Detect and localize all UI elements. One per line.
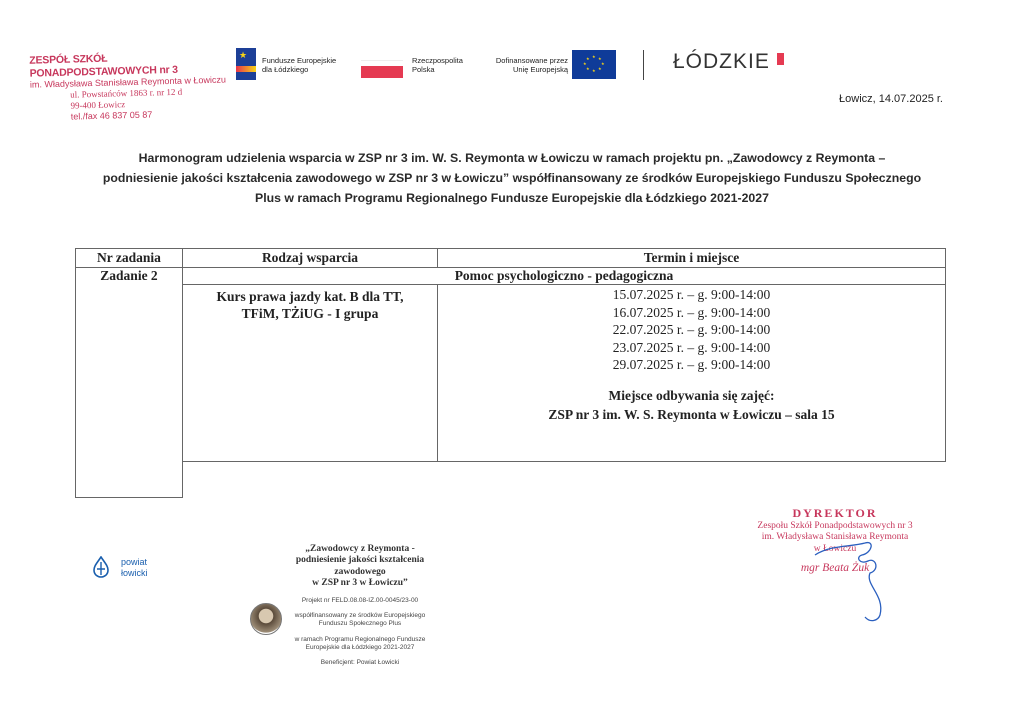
stamp-line: ul. Powstańców 1863 r. nr 12 d: [70, 86, 183, 100]
lodzkie-logo: ŁÓDZKIE: [673, 50, 770, 74]
category-cell: Pomoc psychologiczno - pedagogiczna: [454, 268, 674, 283]
document-date: Łowicz, 14.07.2025 r.: [839, 93, 943, 105]
page-title: Harmonogram udzielenia wsparcia w ZSP nr 3 im. W. S. Reymonta w Łowiczu w ramach projektu pn. „Zawodowcy z Reymonta – podniesienie jakości kształcenia zawodowego w ZSP nr 3 w Łowiczu” współfinansowany ze środków Europejskiego Funduszu Społecznego Plus w ramach Programu Regionalnego Fundusze Europejskie dla Łódzkiego 2021-2027: [102, 151, 922, 205]
header-date-place: Termin i miejsce: [643, 250, 740, 265]
header-support-type: Rodzaj wsparcia: [261, 250, 359, 265]
eu-flag-icon: ★ ★ ★ ★ ★ ★ ★ ★: [572, 50, 616, 79]
stamp-line: 99-400 Łowicz: [70, 98, 126, 111]
eu-logo-text: Dofinansowane przez Unię Europejską: [495, 56, 568, 74]
director-stamp: DYREKTOR Zespołu Szkół Ponadpodstawowych nr 3 im. Władysława Stanisława Reymonta w Łowiczu mgr Beata Żuk: [757, 506, 913, 575]
fe-logo-text: Fundusze Europejskie dla Łódzkiego: [262, 56, 337, 74]
powiat-icon: [92, 556, 110, 578]
date-item: 15.07.2025 r. – g. 9:00-14:00: [612, 287, 771, 302]
rp-logo-text: Rzeczpospolita Polska: [412, 56, 463, 74]
support-cell: Kurs prawa jazdy kat. B dla TT, TFiM, TŻiUG - I grupa: [216, 289, 404, 321]
header-task-number: Nr zadania: [97, 250, 161, 265]
task-cell: Zadanie 2: [100, 268, 158, 283]
reymont-portrait-icon: [250, 603, 282, 635]
star-icon: ★: [239, 50, 248, 60]
place-cell: Miejsce odbywania się zajęć: ZSP nr 3 im. W. S. Reymonta w Łowiczu – sala 15: [548, 388, 835, 422]
date-item: 22.07.2025 r. – g. 9:00-14:00: [612, 322, 771, 337]
stamp-line: ZESPÓŁ SZKÓŁ PONADPODSTAWOWYCH nr 3: [29, 52, 178, 80]
project-info: „Zawodowcy z Reymonta - podniesienie jakości kształcenia zawodowego w ZSP nr 3 w Łowiczu” Projekt nr FELD.08.08-IZ.00-0045/23-00 współfinansowany ze środków Europejskiego Funduszu Społecznego Plus w ramach Programu Regionalnego Fundusze Europejskie dla Łódzkiego 2021-2027 Beneficjent: Powiat Łowicki: [294, 544, 426, 666]
stamp-line: tel./fax 46 837 05 87: [70, 109, 153, 122]
dates-cell: [438, 286, 945, 374]
stamp-line: im. Władysława Stanisława Reymonta w Łowiczu: [29, 74, 227, 90]
signature-icon: [810, 525, 900, 625]
date-item: 16.07.2025 r. – g. 9:00-14:00: [612, 304, 771, 320]
date-item: 29.07.2025 r. – g. 9:00-14:00: [612, 357, 771, 372]
date-item: 23.07.2025 r. – g. 9:00-14:00: [612, 339, 771, 355]
